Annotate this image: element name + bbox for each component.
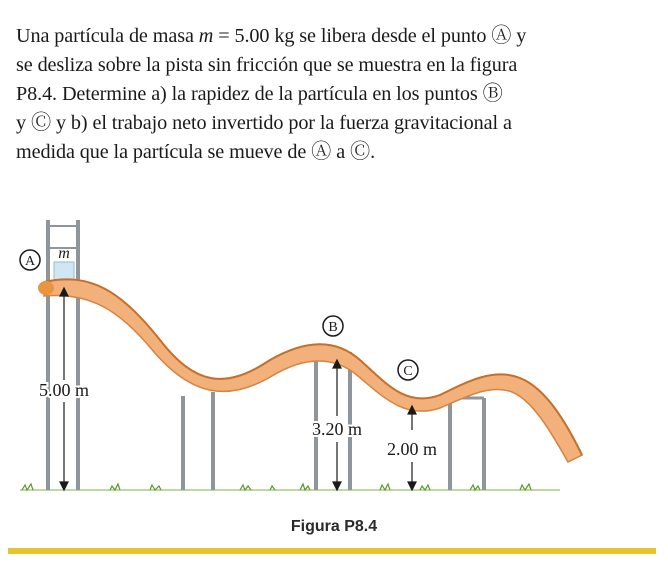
problem-text: Una partícula de masa <box>16 25 199 47</box>
mass-symbol: m <box>198 25 214 47</box>
height-c-label: 2.00 m <box>386 439 438 459</box>
figure-caption: Figura P8.4 <box>290 518 378 535</box>
accent-rule <box>8 548 656 554</box>
height-a-label: 5.00 m <box>38 380 90 400</box>
point-c-label: C <box>403 364 413 379</box>
problem-statement <box>16 22 656 167</box>
point-b-label: B <box>328 320 338 335</box>
problem-line: P8.4. Determine a) la rapidez de la partícula en los puntos Ⓑ <box>16 83 503 105</box>
problem-line: se desliza sobre la pista sin fricción que se muestra en la figura <box>16 54 518 76</box>
problem-line: y Ⓒ y b) el trabajo neto invertido por la fuerza gravitacional a <box>16 112 512 134</box>
mass-label: m <box>58 245 70 262</box>
problem-text: = 5.00 kg se libera desde el punto Ⓐ y <box>213 25 527 47</box>
problem-line <box>16 22 656 51</box>
mass-block <box>54 262 74 280</box>
track <box>38 279 582 462</box>
track-figure <box>0 210 668 510</box>
point-a-label: A <box>24 254 36 269</box>
grass <box>20 484 560 490</box>
problem-line: medida que la partícula se mueve de Ⓐ a Ⓒ. <box>16 141 376 163</box>
height-b-label: 3.20 m <box>311 419 363 439</box>
